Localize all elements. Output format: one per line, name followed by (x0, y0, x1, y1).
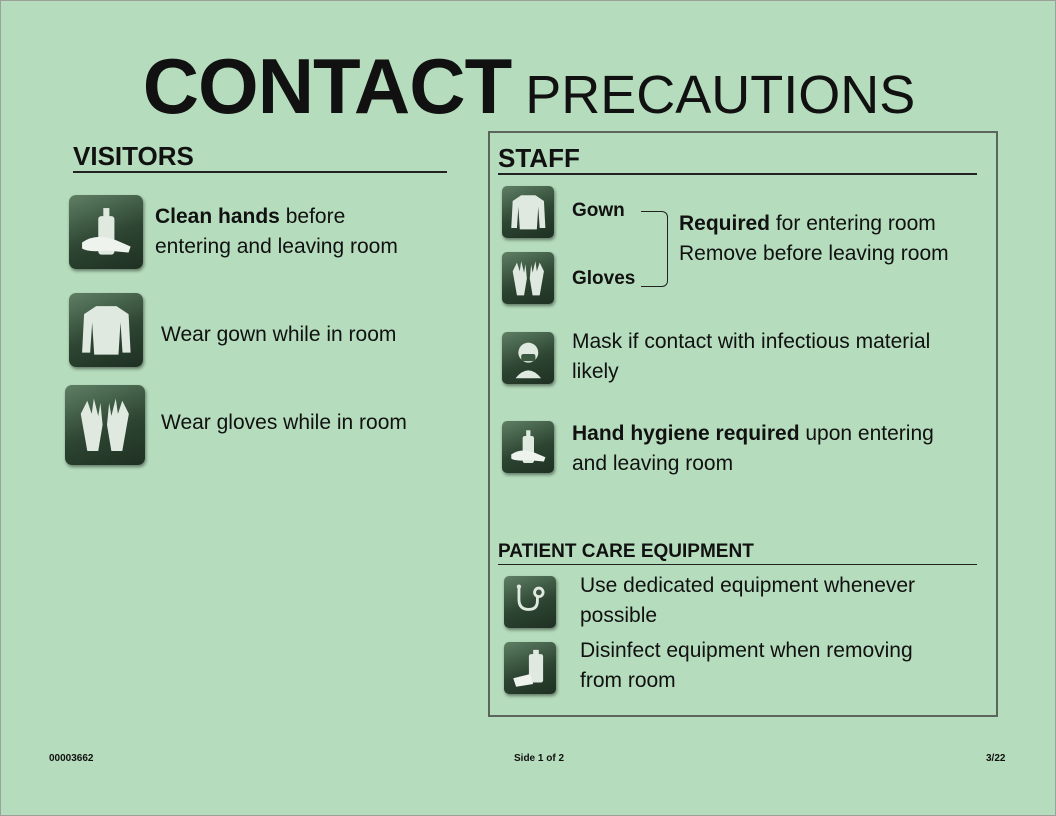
equipment-dedicated-text: Use dedicated equipment whenever possible (580, 574, 916, 627)
staff-hand-hygiene-icon (502, 421, 554, 473)
footer-form-number: 00003662 (49, 753, 94, 764)
footer-side: Side 1 of 2 (514, 753, 565, 764)
gloves-icon (65, 385, 145, 465)
staff-gown-icon (502, 186, 554, 238)
staff-gloves-icon (502, 252, 554, 304)
visitors-clean-hands-text: Clean hands before entering and leaving room (155, 205, 398, 258)
staff-hand-hygiene-text: Hand hygiene required upon entering and leaving room (572, 422, 934, 475)
gown-gloves-bracket (641, 211, 668, 287)
footer-date: 3/22 (986, 753, 1006, 764)
sign-title (1, 41, 1056, 132)
staff-mask-text: Mask if contact with infectious material likely (572, 330, 931, 383)
stethoscope-icon (504, 576, 556, 628)
title-light: PRECAUTIONS (525, 65, 916, 125)
visitors-gloves-text: Wear gloves while in room (161, 411, 407, 434)
staff-required-text: Required for entering room Remove before leaving room (679, 212, 949, 265)
staff-gloves-label: Gloves (572, 268, 636, 289)
equipment-heading: PATIENT CARE EQUIPMENT (498, 540, 977, 565)
equipment-disinfect-text: Disinfect equipment when removing from room (580, 639, 913, 692)
mask-icon (502, 332, 554, 384)
visitors-heading: VISITORS (73, 141, 447, 173)
gown-icon (69, 293, 143, 367)
visitors-gown-text: Wear gown while in room (161, 323, 397, 346)
disinfect-wipes-icon (504, 642, 556, 694)
staff-heading: STAFF (498, 143, 977, 175)
hand-sanitizer-icon (69, 195, 143, 269)
title-bold: CONTACT (142, 42, 512, 130)
staff-gown-label: Gown (572, 200, 625, 221)
